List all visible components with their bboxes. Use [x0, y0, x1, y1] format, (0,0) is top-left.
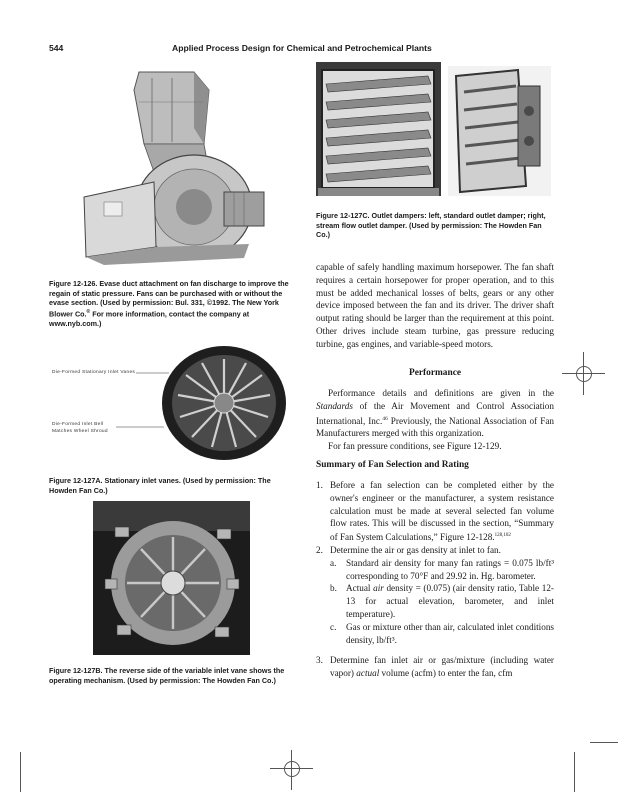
list-item: 2. Determine the air or gas density at inlet to fan. — [316, 545, 501, 556]
list-item: b. Actual air density = (0.075) (air density ratio, Table 12-13 for actual elevation, barometer, and inlet temperature). — [330, 583, 554, 620]
numbered-list-fan-selection — [316, 479, 554, 680]
figure-12-127b-operating-mechanism-photo — [93, 501, 250, 655]
list-item: 3. Determine fan inlet air or gas/mixture (including water vapor) actual volume (acfm) to enter the fan, cfm — [316, 655, 554, 679]
figure-12-126-blower-photo — [44, 62, 284, 267]
crop-mark — [590, 742, 618, 743]
list-item: a. Standard air density for many fan ratings = 0.075 lb/ft³ corresponding to 70°F and 29.92 in. Hg. barometer. — [330, 557, 554, 581]
crop-mark — [20, 752, 21, 792]
figure-12-126-caption: Figure 12-126. Evase duct attachment on fan discharge to improve the regain of static pressure. Fans can be purchased with or without the evase section. (Used by permission: Bul. 331, ©1992. The New York Blower Co.® For more information, contact the company at www.nyb.com.) — [49, 279, 289, 328]
figure-12-127a-inlet-vanes-photo — [44, 345, 294, 460]
figure-12-127c-standard-damper-photo — [316, 62, 441, 196]
figure-12-127a-caption: Figure 12-127A. Stationary inlet vanes. (Used by permission: The Howden Fan Co.) — [49, 476, 271, 495]
wheel-shroud-label: Matches Wheel Shroud — [52, 429, 108, 434]
list-item: c. Gas or mixture other than air, calculated inlet conditions density, lb/ft³. — [330, 621, 554, 645]
list-item: 1. Before a fan selection can be completed either by the owner's engineer or the manufacturer, a system resistance calculation must be made at several selected fan volume flow rates. This will be discussed in the section, “Summary of Fan System Calculations,” Figure 12-128.$^{128,102}$ — [316, 480, 554, 543]
registration-mark-icon — [284, 761, 300, 777]
figure-12-127c-stream-flow-damper-photo — [448, 66, 551, 196]
page-number: 544 — [49, 43, 64, 53]
registration-mark-icon — [576, 366, 592, 382]
section-heading-summary: Summary of Fan Selection and Rating — [316, 460, 469, 470]
paragraph-performance: Performance details and definitions are given in the Standards of the Air Movement and Control Association International, Inc.$^{46}$ Previously, the National Association of Fan Manufacturers merged with this organization. For fan pressure conditions, see Figure 12-129. — [316, 388, 555, 452]
inlet-vanes-label: Die-Formed Stationary Inlet Vanes — [52, 370, 136, 375]
figure-12-127c-caption: Figure 12-127C. Outlet dampers: left, standard outlet damper; right, stream flow outlet damper. (Used by permission: The Howden Fan Co.) — [316, 211, 546, 240]
inlet-bell-label: Die-Formed Inlet Bell — [52, 422, 104, 427]
crop-mark — [574, 752, 575, 792]
section-heading-performance: Performance — [408, 368, 462, 378]
figure-12-127b-caption: Figure 12-127B. The reverse side of the variable inlet vane shows the operating mechanism. (Used by permission: The Howden Fan Co.) — [49, 666, 285, 685]
paragraph-drives: capable of safely handling maximum horsepower. The fan shaft requires a certain horsepower for proper operation, and to this must be added mechanical losses of belts, gears or any other device imposed between the fan and its driver. The driver shaft output rating should be larger than the requirement at this point. Other drives include steam turbine, gas pressure reducing turbine, gas engines, and variable-speed motors. — [316, 262, 554, 349]
running-title: Applied Process Design for Chemical and Petrochemical Plants — [172, 43, 432, 53]
